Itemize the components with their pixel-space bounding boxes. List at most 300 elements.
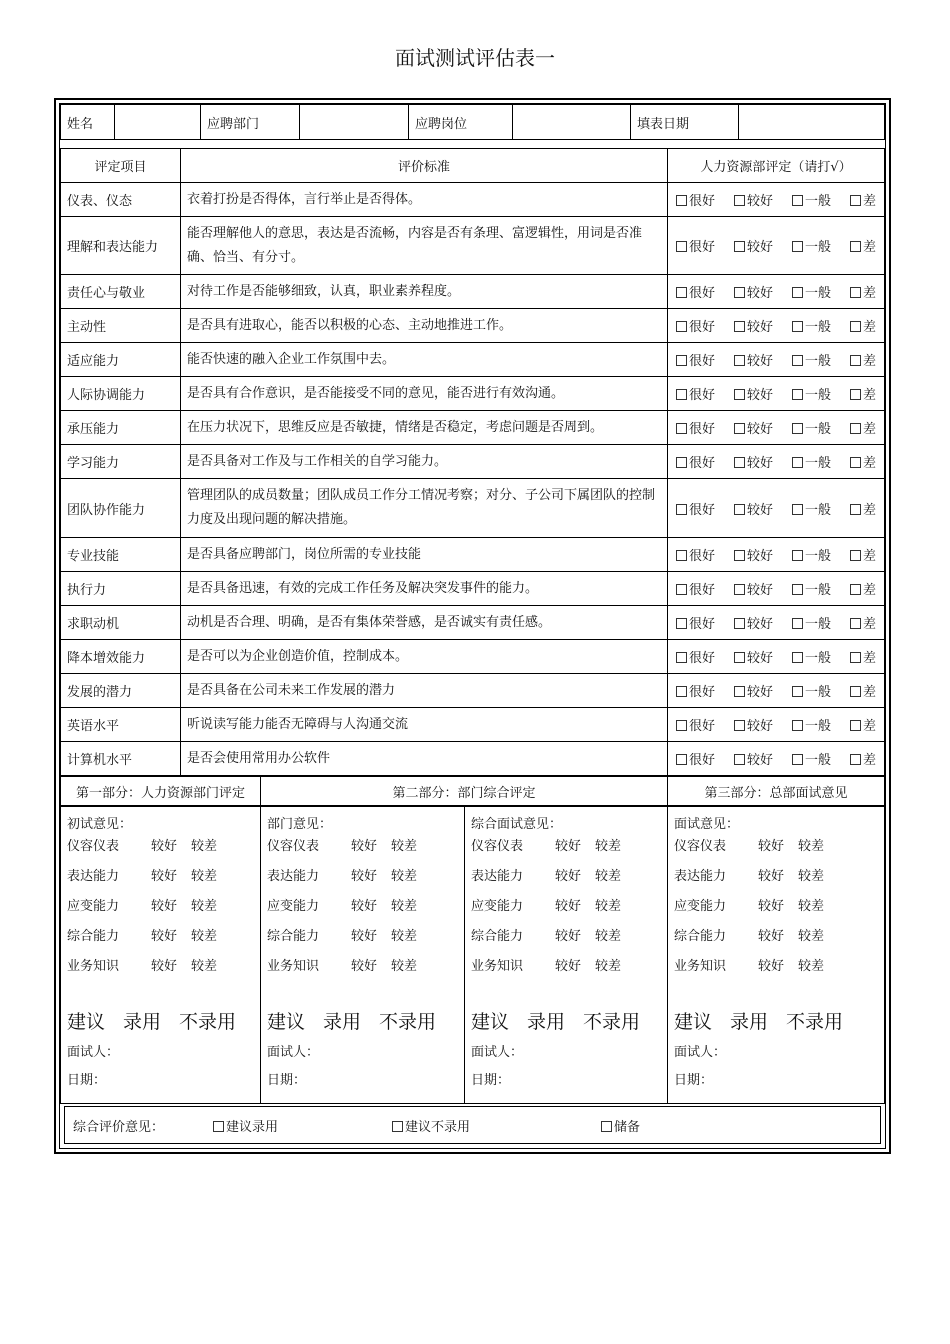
opinion-grade-option[interactable]: 较差 <box>191 869 218 884</box>
rating-checkbox[interactable] <box>676 316 715 335</box>
opinion-grade-option[interactable]: 较好 <box>151 929 178 944</box>
checkbox-icon <box>734 423 745 434</box>
decision-hire-option[interactable]: 录用 <box>527 1011 566 1033</box>
rating-label: 较好 <box>746 719 773 734</box>
rating-checkbox[interactable] <box>850 418 876 437</box>
rating-checkbox[interactable] <box>792 452 831 471</box>
rating-checkbox[interactable] <box>734 499 773 518</box>
rating-options <box>668 538 885 572</box>
opinion-item-label: 仪容仪表 <box>471 839 524 854</box>
rating-checkbox[interactable] <box>734 452 773 471</box>
opinion-grade-option[interactable]: 较差 <box>191 839 218 854</box>
rating-checkbox[interactable] <box>676 681 715 700</box>
opinion-date-label: 日期： <box>267 1073 307 1088</box>
rating-options <box>668 674 885 708</box>
checkbox-icon <box>734 389 745 400</box>
decision-suggest-label: 建议 <box>471 1011 510 1033</box>
rating-label: 差 <box>862 502 876 518</box>
rating-checkbox[interactable] <box>850 749 876 768</box>
col-hr-header: 人力资源部评定（请打√） <box>668 149 885 183</box>
rating-label: 较好 <box>746 456 773 471</box>
criteria-name: 责任心与敬业 <box>61 275 181 309</box>
rating-checkbox[interactable] <box>850 190 876 209</box>
checkbox-icon <box>676 195 687 206</box>
criteria-name: 计算机水平 <box>61 742 181 776</box>
criteria-description: 是否具备对工作及与工作相关的自学习能力。 <box>181 445 668 479</box>
summary-option-no-hire-label: 建议不录用 <box>405 1119 471 1135</box>
checkbox-icon <box>676 652 687 663</box>
opinion-grade-option[interactable]: 较好 <box>555 899 582 914</box>
rating-checkbox[interactable] <box>792 715 831 734</box>
rating-checkbox[interactable] <box>850 236 876 255</box>
rating-label: 很好 <box>689 651 716 666</box>
criteria-name: 发展的潜力 <box>61 674 181 708</box>
opinion-grade-option[interactable]: 较好 <box>758 959 785 974</box>
form-frame <box>54 98 891 1154</box>
criteria-row <box>61 606 885 640</box>
rating-checkbox[interactable] <box>734 681 773 700</box>
rating-label: 差 <box>862 240 876 255</box>
checkbox-icon <box>792 754 803 765</box>
decision-suggest-label: 建议 <box>267 1011 306 1033</box>
name-label: 姓名 <box>61 105 115 140</box>
decision-hire-option[interactable]: 录用 <box>123 1011 162 1033</box>
rating-label: 一般 <box>804 354 831 369</box>
rating-label: 差 <box>862 617 876 632</box>
opinion-grade-option[interactable]: 较差 <box>595 899 622 914</box>
checkbox-icon <box>734 720 745 731</box>
summary-option-hire[interactable] <box>213 1116 278 1135</box>
opinion-grade-option[interactable]: 较好 <box>151 839 178 854</box>
opinion-item-label: 综合能力 <box>267 929 320 944</box>
criteria-description: 是否具有合作意识，是否能接受不同的意见，能否进行有效沟通。 <box>181 377 668 411</box>
rating-label: 一般 <box>804 456 831 471</box>
rating-options <box>668 343 885 377</box>
rating-checkbox[interactable] <box>792 647 831 666</box>
decision-line <box>674 1007 878 1041</box>
criteria-row <box>61 742 885 776</box>
rating-checkbox[interactable] <box>792 350 831 369</box>
position-field[interactable] <box>513 105 631 140</box>
opinion-grade-option[interactable]: 较好 <box>151 899 178 914</box>
opinion-grade-option[interactable]: 较好 <box>555 869 582 884</box>
criteria-name: 英语水平 <box>61 708 181 742</box>
rating-checkbox[interactable] <box>850 499 876 518</box>
rating-checkbox[interactable] <box>676 418 715 437</box>
checkbox-icon <box>792 686 803 697</box>
checkbox-icon <box>850 550 861 561</box>
rating-label: 一般 <box>804 753 831 768</box>
rating-checkbox[interactable] <box>676 384 715 403</box>
rating-checkbox[interactable] <box>792 384 831 403</box>
rating-label: 较好 <box>746 502 773 518</box>
opinion-grade-option[interactable]: 较好 <box>351 869 378 884</box>
opinion-item <box>67 895 254 925</box>
rating-label: 一般 <box>804 240 831 255</box>
rating-label: 很好 <box>689 456 716 471</box>
rating-checkbox[interactable] <box>676 499 715 518</box>
checkbox-icon <box>792 355 803 366</box>
rating-options <box>668 479 885 538</box>
criteria-row <box>61 217 885 275</box>
checkbox-icon <box>676 754 687 765</box>
rating-checkbox[interactable] <box>676 190 715 209</box>
checkbox-icon <box>850 584 861 595</box>
checkbox-icon <box>601 1121 612 1132</box>
opinion-item <box>471 955 661 985</box>
decision-suggest-label: 建议 <box>674 1011 713 1033</box>
criteria-row <box>61 275 885 309</box>
rating-label: 差 <box>862 685 876 700</box>
opinion-item <box>267 865 458 895</box>
rating-label: 很好 <box>689 617 716 632</box>
rating-label: 一般 <box>804 651 831 666</box>
checkbox-icon <box>792 584 803 595</box>
rating-label: 一般 <box>804 583 831 598</box>
summary-row <box>64 1106 881 1144</box>
checkbox-icon <box>676 618 687 629</box>
checkbox-icon <box>676 686 687 697</box>
opinion-item <box>674 955 878 985</box>
opinion-grade-option[interactable]: 较差 <box>191 959 218 974</box>
decision-no-hire-option[interactable]: 不录用 <box>583 1011 641 1033</box>
opinion-item <box>471 865 661 895</box>
checkbox-icon <box>850 389 861 400</box>
rating-label: 很好 <box>689 753 716 768</box>
checkbox-icon <box>850 321 861 332</box>
rating-checkbox[interactable] <box>676 749 715 768</box>
interviewer-label: 面试人： <box>67 1045 120 1060</box>
checkbox-icon <box>792 504 803 515</box>
checkbox-icon <box>676 241 687 252</box>
opinion-item <box>67 925 254 955</box>
criteria-row <box>61 479 885 538</box>
opinion-date-label: 日期： <box>67 1073 107 1088</box>
rating-checkbox[interactable] <box>734 613 773 632</box>
rating-checkbox[interactable] <box>676 579 715 598</box>
interviewer-label: 面试人： <box>267 1045 320 1060</box>
rating-options <box>668 309 885 343</box>
opinion-grade-option[interactable]: 较差 <box>798 899 825 914</box>
opinion-grade-option[interactable]: 较好 <box>151 869 178 884</box>
checkbox-icon <box>734 584 745 595</box>
rating-checkbox[interactable] <box>850 282 876 301</box>
opinion-grade-option[interactable]: 较好 <box>758 839 785 854</box>
opinion-column <box>668 807 885 1104</box>
rating-options <box>668 572 885 606</box>
criteria-name: 求职动机 <box>61 606 181 640</box>
checkbox-icon <box>676 423 687 434</box>
opinion-item-label: 表达能力 <box>67 869 120 884</box>
rating-checkbox[interactable] <box>676 715 715 734</box>
rating-checkbox[interactable] <box>850 715 876 734</box>
opinion-grade-option[interactable]: 较差 <box>798 839 825 854</box>
summary-option-no-hire[interactable] <box>392 1116 470 1135</box>
rating-label: 很好 <box>689 240 716 255</box>
rating-checkbox[interactable] <box>850 613 876 632</box>
rating-checkbox[interactable] <box>734 545 773 564</box>
criteria-description: 听说读写能力能否无障碍与人沟通交流 <box>181 708 668 742</box>
criteria-row <box>61 445 885 479</box>
opinion-grade-option[interactable]: 较差 <box>391 869 418 884</box>
criteria-row <box>61 708 885 742</box>
criteria-description: 能否快速的融入企业工作氛围中去。 <box>181 343 668 377</box>
rating-options <box>668 377 885 411</box>
criteria-row <box>61 343 885 377</box>
rating-checkbox[interactable] <box>734 350 773 369</box>
checkbox-icon <box>734 618 745 629</box>
opinion-grade-option[interactable]: 较好 <box>758 869 785 884</box>
rating-label: 很好 <box>689 719 716 734</box>
opinion-item-label: 综合能力 <box>674 929 727 944</box>
rating-checkbox[interactable] <box>676 282 715 301</box>
opinion-grade-option[interactable]: 较好 <box>758 899 785 914</box>
checkbox-icon <box>734 652 745 663</box>
opinion-item <box>674 865 878 895</box>
criteria-row <box>61 183 885 217</box>
opinion-grade-option[interactable]: 较好 <box>758 929 785 944</box>
rating-checkbox[interactable] <box>792 749 831 768</box>
opinion-grade-option[interactable]: 较好 <box>555 839 582 854</box>
rating-checkbox[interactable] <box>792 316 831 335</box>
rating-label: 一般 <box>804 388 831 403</box>
criteria-row <box>61 572 885 606</box>
opinion-item-label: 表达能力 <box>267 869 320 884</box>
criteria-description: 是否可以为企业创造价值，控制成本。 <box>181 640 668 674</box>
rating-checkbox[interactable] <box>792 418 831 437</box>
rating-label: 很好 <box>689 685 716 700</box>
rating-checkbox[interactable] <box>792 579 831 598</box>
checkbox-icon <box>734 754 745 765</box>
rating-checkbox[interactable] <box>792 190 831 209</box>
opinion-grade-option[interactable]: 较差 <box>391 839 418 854</box>
checkbox-icon <box>734 504 745 515</box>
part2-header: 第二部分：部门综合评定 <box>261 777 668 806</box>
rating-options <box>668 445 885 479</box>
checkbox-icon <box>734 457 745 468</box>
rating-checkbox[interactable] <box>734 715 773 734</box>
rating-checkbox[interactable] <box>850 452 876 471</box>
opinion-item <box>267 925 458 955</box>
criteria-name: 降本增效能力 <box>61 640 181 674</box>
decision-no-hire-option[interactable]: 不录用 <box>179 1011 237 1033</box>
rating-label: 一般 <box>804 320 831 335</box>
name-field[interactable] <box>115 105 201 140</box>
opinion-item-label: 应变能力 <box>267 899 320 914</box>
criteria-table <box>60 148 885 776</box>
opinion-grade-option[interactable]: 较好 <box>555 929 582 944</box>
checkbox-icon <box>850 355 861 366</box>
opinion-grade-option[interactable]: 较好 <box>351 839 378 854</box>
rating-checkbox[interactable] <box>676 613 715 632</box>
parts-header-table <box>60 776 885 806</box>
rating-label: 一般 <box>804 286 831 301</box>
rating-checkbox[interactable] <box>850 316 876 335</box>
checkbox-icon <box>850 287 861 298</box>
rating-checkbox[interactable] <box>734 236 773 255</box>
decision-no-hire-option[interactable]: 不录用 <box>786 1011 844 1033</box>
criteria-name: 学习能力 <box>61 445 181 479</box>
rating-options <box>668 183 885 217</box>
rating-label: 很好 <box>689 502 716 518</box>
rating-label: 很好 <box>689 549 716 564</box>
opinion-item-label: 表达能力 <box>471 869 524 884</box>
checkbox-icon <box>676 550 687 561</box>
decision-hire-option[interactable]: 录用 <box>730 1011 769 1033</box>
rating-checkbox[interactable] <box>676 452 715 471</box>
criteria-description: 能否理解他人的意思，表达是否流畅，内容是否有条理、富逻辑性，用词是否准确、恰当、有分寸。 <box>181 217 668 275</box>
opinion-grade-option[interactable]: 较差 <box>798 959 825 974</box>
decision-line <box>267 1007 458 1041</box>
criteria-name: 适应能力 <box>61 343 181 377</box>
opinion-grade-option[interactable]: 较差 <box>191 929 218 944</box>
checkbox-icon <box>850 504 861 515</box>
opinion-grade-option[interactable]: 较差 <box>798 929 825 944</box>
opinion-item <box>267 895 458 925</box>
opinion-grade-option[interactable]: 较差 <box>595 959 622 974</box>
rating-checkbox[interactable] <box>676 236 715 255</box>
opinion-grade-option[interactable]: 较差 <box>391 959 418 974</box>
opinion-grade-option[interactable]: 较好 <box>555 959 582 974</box>
criteria-description: 对待工作是否能够细致，认真，职业素养程度。 <box>181 275 668 309</box>
opinion-grade-option[interactable]: 较好 <box>151 959 178 974</box>
rating-checkbox[interactable] <box>850 579 876 598</box>
opinion-item-label: 业务知识 <box>267 959 320 974</box>
checkbox-icon <box>850 754 861 765</box>
rating-options <box>668 708 885 742</box>
rating-label: 一般 <box>804 617 831 632</box>
rating-checkbox[interactable] <box>792 613 831 632</box>
opinion-item <box>674 925 878 955</box>
checkbox-icon <box>850 457 861 468</box>
opinion-item-label: 仪容仪表 <box>674 839 727 854</box>
checkbox-icon <box>676 287 687 298</box>
checkbox-icon <box>676 389 687 400</box>
decision-line <box>67 1007 254 1041</box>
rating-label: 差 <box>862 549 876 564</box>
rating-checkbox[interactable] <box>734 316 773 335</box>
checkbox-icon <box>734 686 745 697</box>
checkbox-icon <box>792 389 803 400</box>
opinion-column <box>465 807 668 1104</box>
criteria-row <box>61 640 885 674</box>
opinion-grade-option[interactable]: 较差 <box>595 869 622 884</box>
opinion-grade-option[interactable]: 较差 <box>798 869 825 884</box>
checkbox-icon <box>392 1121 403 1132</box>
rating-options <box>668 640 885 674</box>
criteria-description: 是否会使用常用办公软件 <box>181 742 668 776</box>
checkbox-icon <box>676 720 687 731</box>
rating-options <box>668 275 885 309</box>
checkbox-icon <box>850 652 861 663</box>
checkbox-icon <box>792 241 803 252</box>
summary-option-reserve[interactable] <box>601 1116 640 1135</box>
decision-hire-option[interactable]: 录用 <box>323 1011 362 1033</box>
rating-checkbox[interactable] <box>734 579 773 598</box>
rating-checkbox[interactable] <box>676 545 715 564</box>
rating-checkbox[interactable] <box>792 236 831 255</box>
decision-no-hire-option[interactable]: 不录用 <box>379 1011 437 1033</box>
checkbox-icon <box>792 321 803 332</box>
opinion-item-label: 表达能力 <box>674 869 727 884</box>
opinion-grade-option[interactable]: 较差 <box>595 929 622 944</box>
criteria-description: 在压力状况下，思维反应是否敏捷，情绪是否稳定，考虑问题是否周到。 <box>181 411 668 445</box>
opinion-grade-option[interactable]: 较差 <box>391 929 418 944</box>
opinion-item <box>67 955 254 985</box>
opinion-grade-option[interactable]: 较差 <box>595 839 622 854</box>
rating-checkbox[interactable] <box>676 350 715 369</box>
rating-checkbox[interactable] <box>850 647 876 666</box>
col-standard-header: 评价标准 <box>181 149 668 183</box>
opinion-item-label: 业务知识 <box>471 959 524 974</box>
rating-checkbox[interactable] <box>792 681 831 700</box>
opinion-item <box>674 895 878 925</box>
opinion-item-label: 业务知识 <box>674 959 727 974</box>
opinion-item-label: 仪容仪表 <box>267 839 320 854</box>
opinion-grade-option[interactable]: 较差 <box>191 899 218 914</box>
rating-checkbox[interactable] <box>850 681 876 700</box>
opinion-item <box>471 925 661 955</box>
checkbox-icon <box>213 1121 224 1132</box>
summary-label: 综合评价意见： <box>73 1119 165 1135</box>
rating-checkbox[interactable] <box>792 282 831 301</box>
rating-label: 较好 <box>746 651 773 666</box>
rating-checkbox[interactable] <box>676 647 715 666</box>
rating-checkbox[interactable] <box>734 282 773 301</box>
rating-checkbox[interactable] <box>734 384 773 403</box>
opinion-item-label: 应变能力 <box>674 899 727 914</box>
rating-label: 较好 <box>746 753 773 768</box>
rating-label: 一般 <box>804 685 831 700</box>
rating-checkbox[interactable] <box>850 350 876 369</box>
criteria-row <box>61 377 885 411</box>
rating-label: 一般 <box>804 719 831 734</box>
summary-option-hire-label: 建议录用 <box>226 1119 279 1135</box>
rating-label: 较好 <box>746 194 773 209</box>
rating-label: 差 <box>862 194 876 209</box>
interviewer-label: 面试人： <box>674 1045 727 1060</box>
checkbox-icon <box>850 241 861 252</box>
checkbox-icon <box>792 287 803 298</box>
rating-label: 很好 <box>689 422 716 437</box>
rating-checkbox[interactable] <box>850 545 876 564</box>
rating-checkbox[interactable] <box>734 647 773 666</box>
checkbox-icon <box>792 652 803 663</box>
fill-date-field[interactable] <box>739 105 885 140</box>
rating-checkbox[interactable] <box>850 384 876 403</box>
opinion-grade-option[interactable]: 较好 <box>351 899 378 914</box>
rating-label: 较好 <box>746 685 773 700</box>
opinion-date-label: 日期： <box>674 1073 714 1088</box>
opinion-item <box>471 835 661 865</box>
opinion-grade-option[interactable]: 较好 <box>351 959 378 974</box>
rating-checkbox[interactable] <box>792 545 831 564</box>
rating-checkbox[interactable] <box>792 499 831 518</box>
rating-label: 很好 <box>689 583 716 598</box>
opinion-item <box>267 955 458 985</box>
form-inner <box>59 103 886 1149</box>
opinion-grade-option[interactable]: 较差 <box>391 899 418 914</box>
rating-checkbox[interactable] <box>734 190 773 209</box>
dept-field[interactable] <box>300 105 409 140</box>
rating-checkbox[interactable] <box>734 418 773 437</box>
rating-checkbox[interactable] <box>734 749 773 768</box>
opinion-item <box>471 895 661 925</box>
rating-label: 差 <box>862 320 876 335</box>
checkbox-icon <box>792 195 803 206</box>
position-label: 应聘岗位 <box>409 105 513 140</box>
opinion-grade-option[interactable]: 较好 <box>351 929 378 944</box>
